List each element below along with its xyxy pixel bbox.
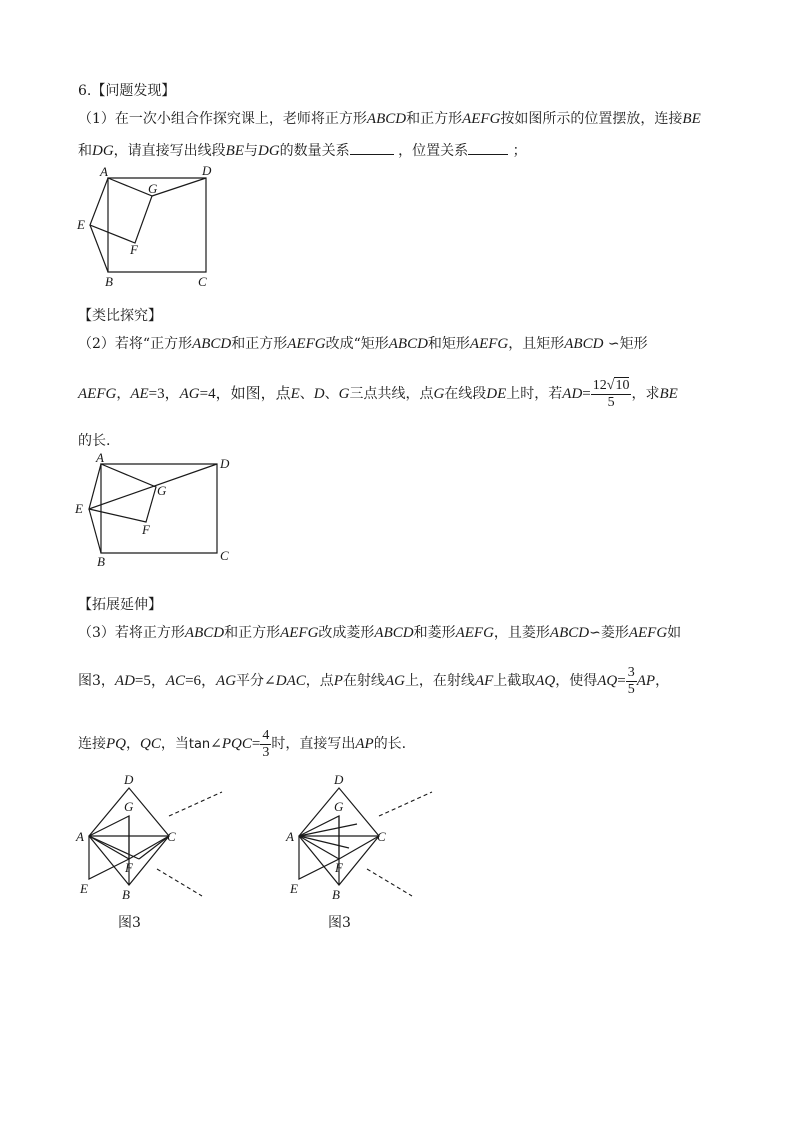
part2-text: 三点共线，点 [349, 386, 434, 402]
math-be: BE [682, 111, 701, 127]
part2-text: ，且矩形 [508, 336, 565, 352]
part1-text: （1）在一次小组合作探究课上，老师将正方形 [78, 111, 367, 127]
part2-text: 在线段 [444, 386, 487, 402]
label-d: D [124, 772, 134, 787]
math-qc: QC [140, 736, 161, 752]
math-aefg: AEFG [280, 625, 319, 641]
problem-heading: 6.【问题发现】 [78, 83, 176, 99]
label-b: B [105, 274, 113, 289]
math-be: BE [659, 386, 678, 402]
segment-be [89, 509, 101, 553]
figure-2-rectangles [72, 450, 242, 572]
part1-line1 [78, 108, 701, 128]
math-de: DE [486, 386, 507, 402]
figure-1-squares [72, 162, 222, 292]
part3-text: 时，直接写出 [271, 736, 356, 752]
segment-af [299, 836, 339, 859]
separator: 、 [324, 386, 339, 402]
label-g: G [124, 799, 134, 814]
math-ad: AD [562, 386, 583, 402]
part2-line3: 的长. [78, 433, 111, 449]
label-d: D [202, 163, 212, 178]
math-d: D [313, 386, 325, 402]
math-af: AF [474, 673, 494, 689]
math-ad: AD [114, 673, 135, 689]
fraction-numerator: 4 [262, 727, 270, 743]
ray-ag-extension [379, 792, 432, 816]
value-ac: =6， [185, 673, 217, 689]
math-be: BE [225, 143, 244, 159]
math-abcd: ABCD [388, 336, 428, 352]
fraction-four-thirds [260, 728, 271, 761]
answer-blank-quantity[interactable] [350, 142, 394, 155]
similar-symbol: ∽ [607, 336, 620, 352]
label-d: D [334, 772, 344, 787]
math-pqc: PQC [221, 736, 252, 752]
part3-text: 的长. [373, 736, 407, 752]
segment-be [90, 225, 108, 272]
label-a: A [76, 829, 84, 844]
segment-edg [89, 464, 217, 509]
label-f: F [142, 522, 150, 537]
math-abcd: ABCD [184, 625, 225, 641]
label-f: F [130, 242, 138, 257]
ray-af-extension [367, 869, 412, 896]
figure-caption: 图3 [328, 915, 351, 931]
math-g: G [338, 386, 350, 402]
math-abcd: ABCD [366, 111, 407, 127]
equals-sign: = [582, 386, 591, 402]
part3-text: 图3， [78, 673, 115, 689]
segment-fc [129, 836, 169, 859]
fraction-denominator: 3 [262, 744, 270, 760]
math-abcd: ABCD [549, 625, 590, 641]
rectangle-aefg [89, 464, 156, 522]
tan-function: tan [188, 737, 211, 752]
fraction-ad-value: $\frac{12√10}{5}$ [592, 377, 630, 410]
segment-aq [299, 836, 349, 848]
math-aq: AQ [597, 673, 618, 689]
math-abcd: ABCD [374, 625, 414, 641]
math-aefg: AEFG [455, 625, 494, 641]
part3-text: 改成菱形 [318, 625, 375, 641]
part2-text: 矩形 [619, 336, 648, 352]
math-ag: AG [179, 386, 200, 402]
part3-line2 [78, 663, 669, 699]
label-f: F [335, 860, 343, 875]
part2-text: 和正方形 [231, 336, 288, 352]
part2-line2 [78, 376, 678, 412]
label-b: B [97, 554, 105, 569]
rectangle-abcd [101, 464, 217, 553]
part2-text: ，求 [631, 386, 660, 402]
part3-text: （3）若将正方形 [78, 625, 185, 641]
part3-text: ， [655, 673, 670, 689]
math-dg: DG [92, 143, 114, 159]
fraction-denominator: 5 [607, 394, 615, 410]
part1-text: 与 [244, 143, 258, 159]
label-a: A [96, 450, 104, 465]
math-aefg: AEFG [462, 111, 501, 127]
part3-line3 [78, 726, 406, 763]
math-ac: AC [165, 673, 186, 689]
section-heading-extension: 【拓展延伸】 [78, 597, 162, 613]
math-aq: AQ [535, 673, 556, 689]
label-b: B [332, 887, 340, 902]
math-aefg: AEFG [78, 386, 117, 402]
part1-text: ，请直接写出线段 [113, 143, 226, 159]
part1-text: ； [512, 143, 527, 159]
part3-text: ，点 [305, 673, 334, 689]
fraction-denominator: 5 [627, 681, 635, 697]
part3-text: 上截取 [493, 673, 536, 689]
label-g: G [148, 181, 158, 196]
square-aefg [90, 178, 152, 243]
math-aefg: AEFG [628, 625, 668, 641]
part1-text: 的数量关系 [279, 143, 350, 159]
part1-text: 和正方形 [406, 111, 463, 127]
part3-text: 和正方形 [224, 625, 281, 641]
part3-text: 连接 [78, 736, 106, 752]
label-e: E [77, 217, 85, 232]
segment-aq [89, 836, 139, 859]
label-e: E [290, 881, 298, 896]
part3-text: 上，在射线 [404, 673, 475, 689]
math-abcd: ABCD [192, 336, 232, 352]
math-p: P [333, 673, 343, 689]
fraction-numerator: 12 [592, 377, 607, 393]
label-a: A [286, 829, 294, 844]
similar-symbol: ∽ [589, 625, 601, 641]
part1-text: 和 [78, 143, 92, 159]
math-aefg: AEFG [287, 336, 326, 352]
label-f: F [125, 860, 133, 875]
value-ad: =5， [134, 673, 166, 689]
label-g: G [334, 799, 344, 814]
value-ae: =3， [148, 386, 180, 402]
math-abcd: ABCD [564, 336, 604, 352]
label-e: E [80, 881, 88, 896]
figure-3-right-rhombus [282, 768, 442, 908]
segment-qc [139, 836, 169, 859]
value-ag: =4，如图，点 [199, 386, 291, 402]
math-aefg: AEFG [469, 336, 509, 352]
sqrt-radicand: 10 [615, 377, 630, 393]
label-c: C [377, 829, 386, 844]
part1-line2 [78, 140, 527, 160]
angle-symbol: ∠ [210, 736, 222, 752]
math-ag: AG [384, 673, 405, 689]
part3-line1 [78, 622, 681, 642]
math-ap: AP [355, 736, 374, 752]
figure-3-left-rhombus [72, 768, 232, 908]
math-dac: DAC [275, 673, 306, 689]
label-b: B [122, 887, 130, 902]
answer-blank-position[interactable] [468, 142, 508, 155]
part2-text: 和矩形 [427, 336, 470, 352]
section-heading-analogy: 【类比探究】 [78, 308, 162, 324]
label-d: D [220, 456, 230, 471]
part2-text: ， [116, 386, 131, 402]
label-c: C [198, 274, 207, 289]
figure-caption: 图3 [118, 915, 141, 931]
math-pq: PQ [106, 736, 126, 752]
ray-ag-extension [169, 792, 222, 816]
equals-sign: = [617, 673, 626, 689]
part2-text: （2）若将“正方形 [78, 336, 193, 352]
part2-text: 改成“矩形 [325, 336, 389, 352]
part1-text: ，位置关系 [398, 143, 469, 159]
part1-text: 按如图所示的位置摆放，连接 [500, 111, 683, 127]
math-dg: DG [258, 143, 280, 159]
math-ag: AG [216, 673, 237, 689]
segment-af [89, 836, 129, 859]
math-e: E [290, 386, 300, 402]
label-g: G [157, 483, 167, 498]
part3-text: ，使得 [555, 673, 598, 689]
part2-line1 [78, 333, 648, 353]
label-e: E [75, 501, 83, 516]
part3-text: ， [126, 736, 140, 752]
part3-text: 和菱形 [413, 625, 456, 641]
label-c: C [220, 548, 229, 563]
part3-text: ，且菱形 [493, 625, 550, 641]
fraction-three-fifths [626, 665, 637, 698]
part3-text: ，当 [160, 736, 189, 752]
math-ap: AP [636, 673, 656, 689]
separator: 、 [299, 386, 314, 402]
fraction-numerator: 3 [627, 664, 635, 680]
segment-dg [152, 178, 206, 196]
part3-text: 平分∠ [236, 673, 276, 689]
equals-sign: = [251, 736, 261, 752]
math-ae: AE [130, 386, 149, 402]
ray-af-extension [157, 869, 202, 896]
part3-text: 如 [667, 625, 682, 641]
math-g: G [433, 386, 445, 402]
part3-text: 在射线 [342, 673, 385, 689]
part3-text: 菱形 [600, 625, 629, 641]
label-c: C [167, 829, 176, 844]
part2-text: 上时，若 [506, 386, 563, 402]
label-a: A [100, 164, 108, 179]
